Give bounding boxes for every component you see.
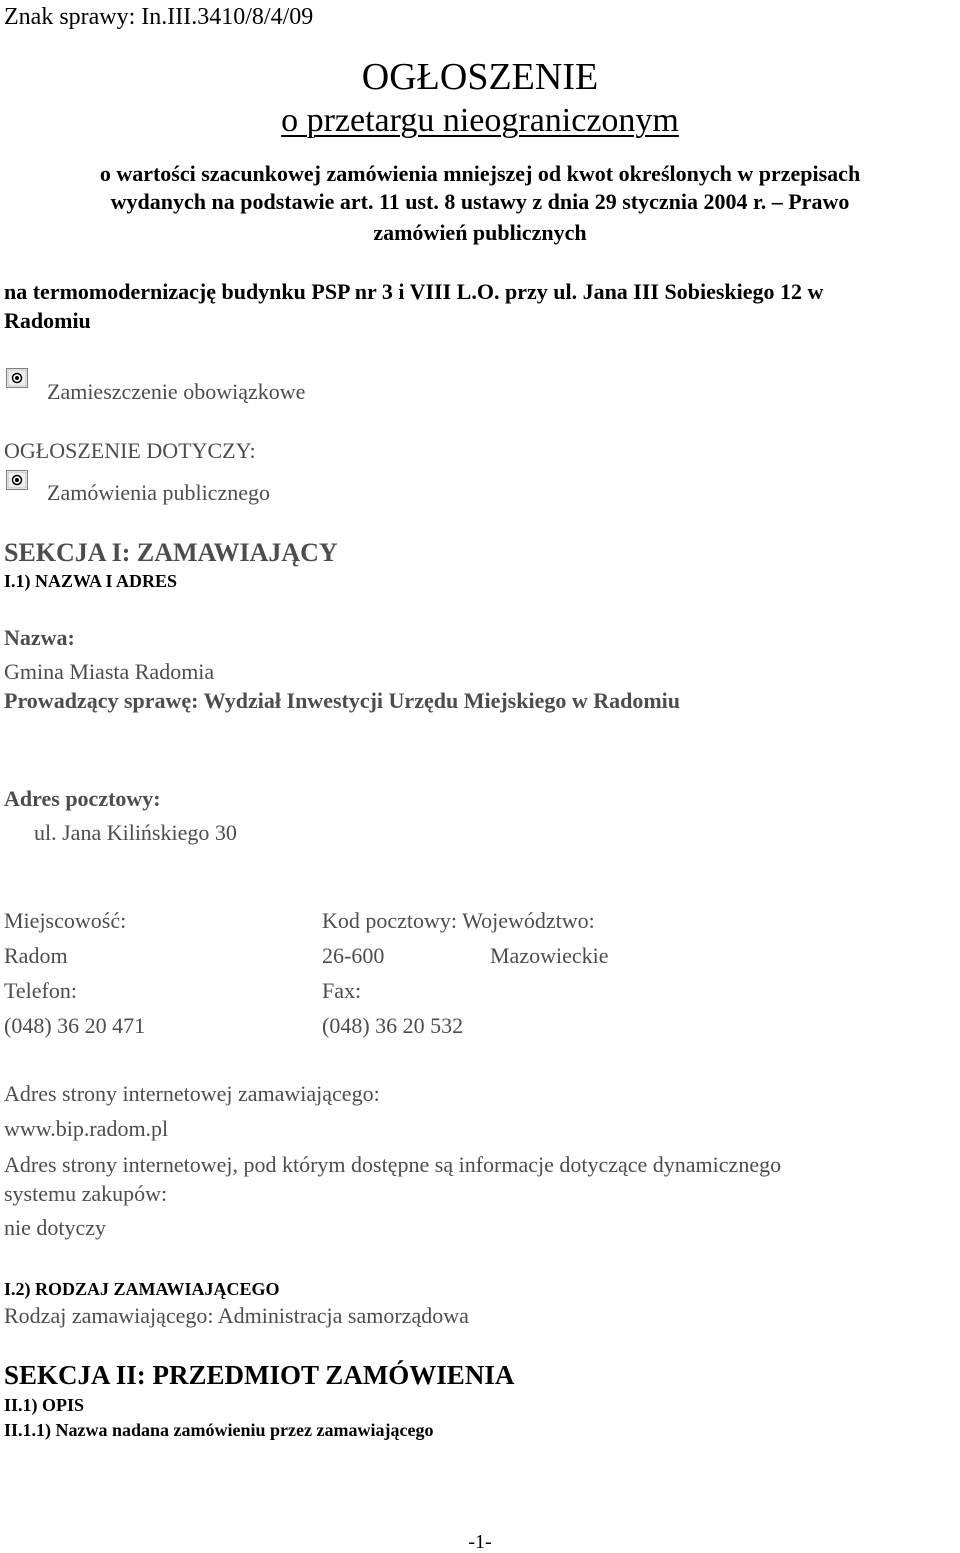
subject-line-1: na termomodernizację budynku PSP nr 3 i VIII L.O. przy ul. Jana III Sobieskiego 12 w	[4, 279, 824, 304]
contracting-type-line: Rodzaj zamawiającego: Administracja samorządowa	[4, 1303, 469, 1328]
section-1-1-heading: I.1) NAZWA I ADRES	[4, 571, 178, 591]
subject-line-2: Radomiu	[4, 308, 91, 333]
postal-value: ul. Jana Kilińskiego 30	[34, 820, 237, 845]
checkbox-icon	[6, 470, 28, 490]
website-value: www.bip.radom.pl	[4, 1116, 169, 1141]
city-value: Radom	[4, 943, 68, 968]
zip-value: 26-600	[322, 943, 385, 968]
intro-line-1: o wartości szacunkowej zamówienia mniejszej od kwot określonych w przepisach	[99, 161, 861, 186]
section-1-heading: SEKCJA I: ZAMAWIAJĄCY	[4, 538, 338, 567]
page-subtitle: o przetargu nieograniczonym	[281, 102, 679, 139]
intro-line-3: zamówień publicznych	[373, 220, 587, 245]
case-number: Znak sprawy: In.III.3410/8/4/09	[4, 4, 314, 30]
intro-line-2: wydanych na podstawie art. 11 ust. 8 ustawy z dnia 29 stycznia 2004 r. – Prawo	[110, 189, 850, 214]
page-title: OGŁOSZENIE	[361, 56, 599, 98]
checkbox-icon	[6, 368, 28, 388]
name-label: Nazwa:	[4, 625, 75, 650]
dps-label-line-2: systemu zakupów:	[4, 1181, 168, 1206]
section-2-1-1-heading: II.1.1) Nazwa nadana zamówieniu przez zamawiającego	[4, 1420, 434, 1440]
mandatory-label: Zamieszczenie obowiązkowe	[47, 379, 306, 404]
concerns-heading: OGŁOSZENIE DOTYCZY:	[4, 438, 256, 463]
dps-value: nie dotyczy	[4, 1215, 107, 1240]
name-value: Gmina Miasta Radomia	[4, 659, 215, 684]
section-1-2-heading: I.2) RODZAJ ZAMAWIAJĄCEGO	[4, 1279, 280, 1299]
fax-label: Fax:	[322, 978, 362, 1003]
phone-label: Telefon:	[4, 978, 77, 1003]
section-2-heading: SEKCJA II: PRZEDMIOT ZAMÓWIENIA	[4, 1360, 515, 1390]
phone-value: (048) 36 20 471	[4, 1013, 146, 1038]
city-label: Miejscowość:	[4, 908, 127, 933]
zip-region-label: Kod pocztowy: Województwo:	[322, 908, 595, 933]
section-2-1-heading: II.1) OPIS	[4, 1395, 85, 1415]
fax-value: (048) 36 20 532	[322, 1013, 464, 1038]
page-number: -1-	[468, 1531, 492, 1553]
concerns-value: Zamówienia publicznego	[47, 480, 270, 505]
website-label: Adres strony internetowej zamawiającego:	[4, 1081, 380, 1106]
dps-label-line-1: Adres strony internetowej, pod którym dostępne są informacje dotyczące dynamicznego	[4, 1152, 782, 1177]
region-value: Mazowieckie	[490, 943, 609, 968]
postal-label: Adres pocztowy:	[4, 786, 161, 811]
handler-line: Prowadzący sprawę: Wydział Inwestycji Urzędu Miejskiego w Radomiu	[4, 688, 681, 713]
